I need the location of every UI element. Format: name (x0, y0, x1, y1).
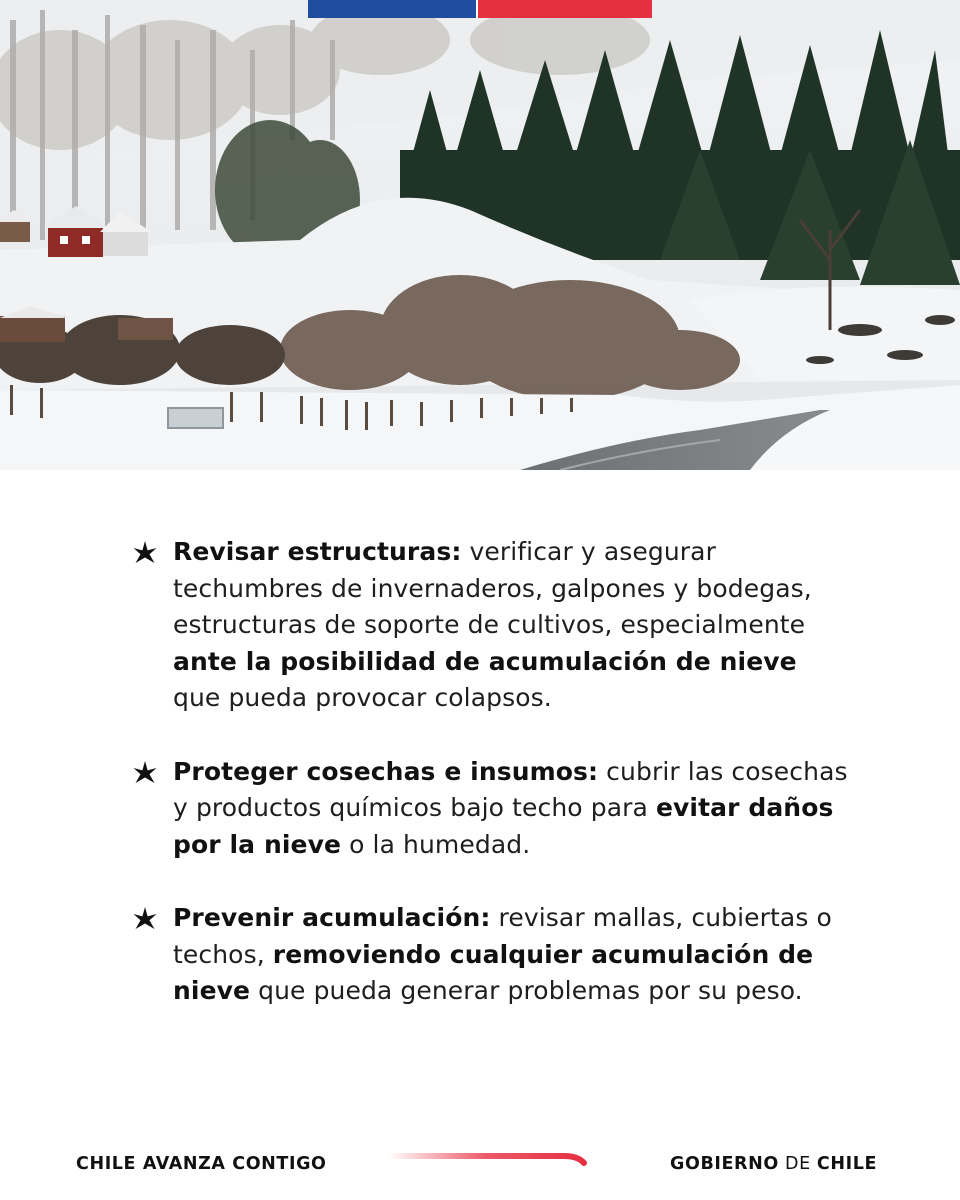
list-item-title: Prevenir acumulación: (173, 903, 491, 932)
star-icon (130, 904, 160, 934)
star-icon (130, 538, 160, 568)
flag-stripe-blue (308, 0, 476, 18)
bullet-list (130, 534, 850, 1047)
list-item-title: Revisar estructuras: (173, 537, 462, 566)
list-item (130, 900, 850, 1010)
flag-stripe-red (478, 0, 652, 18)
list-item-text: Proteger cosechas e insumos: cubrir las cosechas y productos químicos bajo techo para evitar daños por la nieve o la humedad. (173, 756, 848, 859)
list-item-text: Prevenir acumulación: revisar mallas, cubiertas o techos, removiendo cualquier acumulación de nieve que pueda generar problemas por su peso. (173, 903, 832, 1005)
star-icon (130, 758, 160, 788)
list-item-text: Revisar estructuras: verificar y asegurar techumbres de invernaderos, galpones y bodegas, estructuras de soporte de cultivos, especialmente ante la posibilidad de acumulación de nieve que pueda provocar colapsos. (173, 537, 812, 712)
header-photo-snowy-landscape (0, 0, 960, 470)
footer-government: GOBIERNO DE CHILE (670, 1154, 878, 1174)
list-item (130, 534, 850, 717)
flag-stripes-logo (388, 1150, 588, 1178)
list-item-title: Proteger cosechas e insumos: (173, 756, 599, 786)
list-item (130, 754, 850, 864)
footer (0, 1140, 960, 1190)
footer-slogan: CHILE AVANZA CONTIGO (76, 1154, 327, 1174)
flag-stripe-top (308, 0, 652, 18)
